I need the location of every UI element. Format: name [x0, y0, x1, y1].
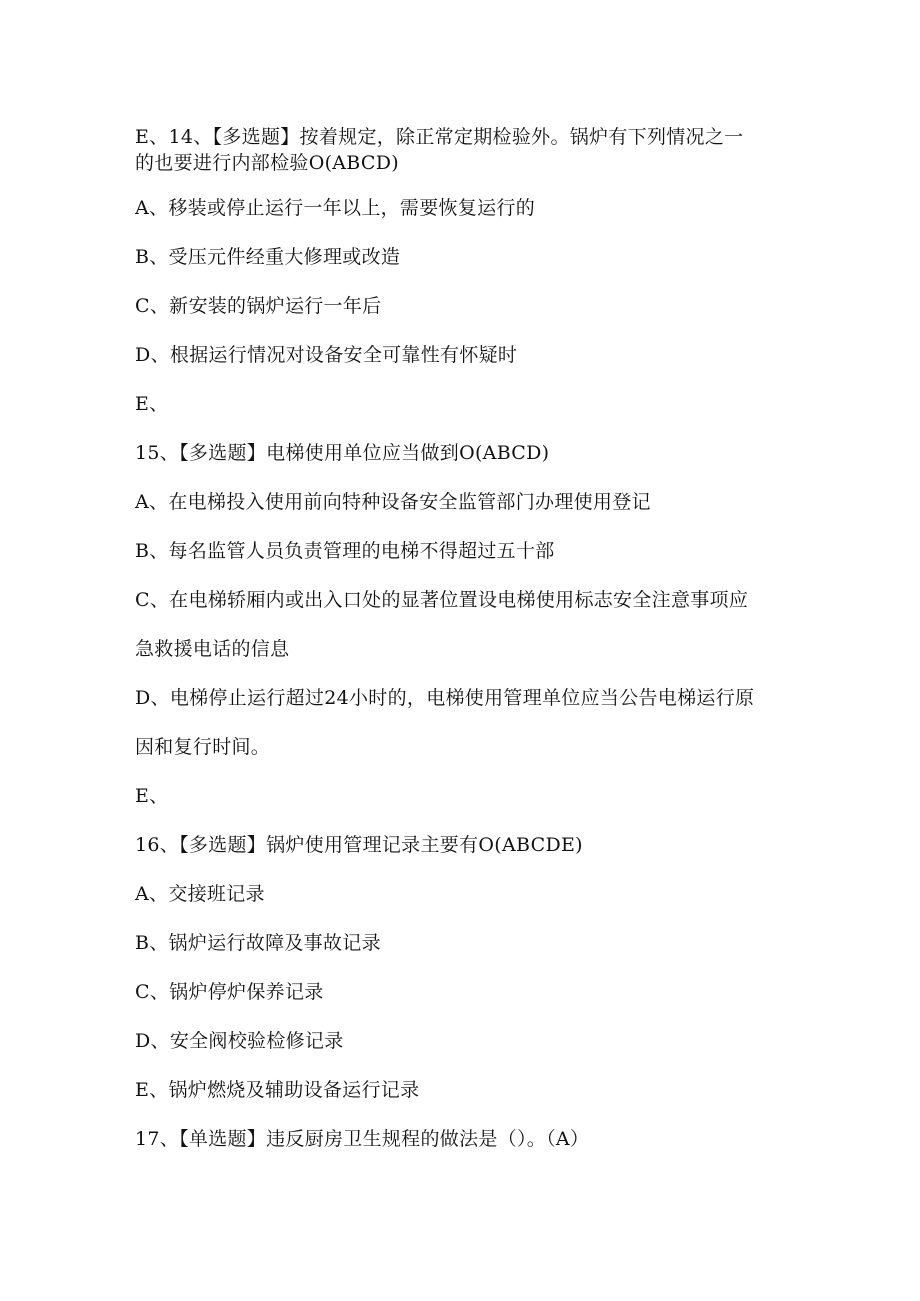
question-15-option-c-line2: 急救援电话的信息	[135, 638, 290, 660]
question-15-option-a: A、在电梯投入使用前向特种设备安全监管部门办理使用登记	[135, 491, 651, 513]
question-16-stem: 16、【多选题】锅炉使用管理记录主要有O(ABCDE)	[135, 834, 583, 856]
question-16-option-b: B、锅炉运行故障及事故记录	[135, 932, 381, 954]
question-15-option-d-line2: 因和复行时间。	[135, 736, 271, 758]
question-14-stem-line1: E、14、【多选题】按着规定，除正常定期检验外。锅炉有下列情况之一	[135, 126, 744, 148]
question-14-option-e: E、	[135, 393, 169, 415]
question-14-stem-line2: 的也要进行内部检验O(ABCD)	[135, 152, 400, 174]
question-14-option-a: A、移装或停止运行一年以上，需要恢复运行的	[135, 197, 536, 219]
question-15-stem: 15、【多选题】电梯使用单位应当做到O(ABCD)	[135, 442, 550, 464]
question-15-option-b: B、每名监管人员负责管理的电梯不得超过五十部	[135, 540, 555, 562]
question-16-option-c: C、锅炉停炉保养记录	[135, 981, 324, 1003]
question-15-option-e: E、	[135, 785, 169, 807]
question-14-option-c: C、新安装的锅炉运行一年后	[135, 295, 382, 317]
question-16-option-a: A、交接班记录	[135, 883, 265, 905]
question-16-option-e: E、锅炉燃烧及辅助设备运行记录	[135, 1079, 420, 1101]
question-15-option-c-line1: C、在电梯轿厢内或出入口处的显著位置设电梯使用标志安全注意事项应	[135, 589, 749, 611]
question-17-stem: 17、【单选题】违反厨房卫生规程的做法是（）。（A）	[135, 1128, 590, 1150]
question-14-option-d: D、根据运行情况对设备安全可靠性有怀疑时	[135, 344, 518, 366]
question-15-option-d-line1: D、电梯停止运行超过24小时的，电梯使用管理单位应当公告电梯运行原	[135, 687, 755, 709]
question-16-option-d: D、安全阀校验检修记录	[135, 1030, 344, 1052]
question-14-option-b: B、受压元件经重大修理或改造	[135, 246, 401, 268]
